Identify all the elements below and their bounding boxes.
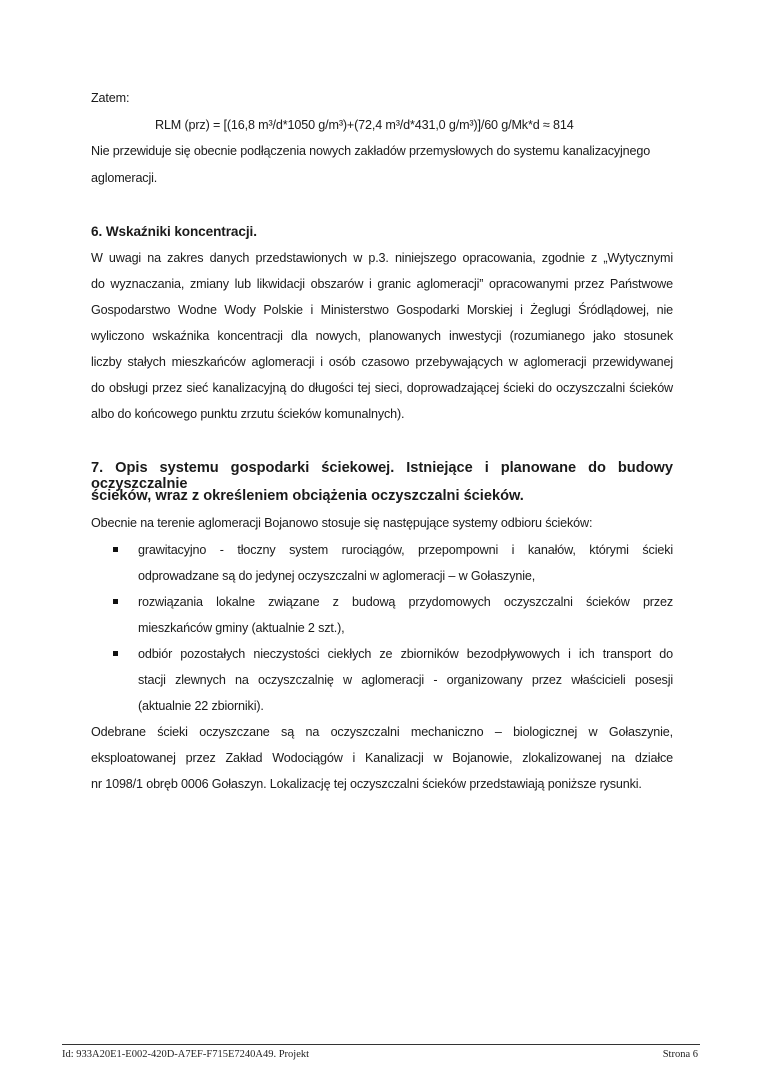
section-7-heading-line: 7. Opis systemu gospodarki ściekowej. Istniejące i planowane do budowy oczyszczalnie [91,460,673,492]
section-6-paragraph-line: W uwagi na zakres danych przedstawionych w p.3. niniejszego opracowania, zgodnie z „Wytycznymi [91,251,673,265]
section-6-paragraph-line: albo do końcowego punktu zrzutu ścieków komunalnych). [91,407,405,421]
bullet-icon [113,651,118,656]
section-6-paragraph-line: liczby stałych mieszkańców aglomeracji i osób czasowo przebywających w aglomeracji przewidywanej [91,355,673,369]
bullet-icon [113,599,118,604]
bullet-item-line: odprowadzane są do jedynej oczyszczalni w aglomeracji – w Gołaszynie, [138,569,536,583]
rlm-formula: RLM (prz) = [(16,8 m³/d*1050 g/m³)+(72,4 m³/d*431,0 g/m³)]/60 g/Mk*d ≈ 814 [155,118,574,132]
footer-document-id: Id: 933A20E1-E002-420D-A7EF-F715E7240A49. Projekt [62,1049,310,1060]
bullet-item-line: odbiór pozostałych nieczystości ciekłych ze zbiorników bezodpływowych i ich transport do [138,647,673,661]
bullet-item-line: grawitacyjno - tłoczny system rurociągów, przepompowni i kanałów, którymi ścieki [138,543,673,557]
footer-divider [62,1044,700,1045]
section-6-paragraph-line: Gospodarstwo Wodne Wody Polskie i Ministerstwo Gospodarki Morskiej i Żeglugi Śródlądowej, nie [91,303,673,317]
footer-page-number: Strona 6 [662,1049,698,1060]
intro-paragraph-line: Nie przewiduje się obecnie podłączenia nowych zakładów przemysłowych do systemu kanalizacyjnego [91,144,651,158]
section-6-paragraph-line: do wyznaczania, zmiany lub likwidacji obszarów i granic aglomeracji” opracowanymi przez Państwowe [91,277,673,291]
closing-paragraph-line: nr 1098/1 obręb 0006 Gołaszyn. Lokalizację tej oczyszczalni ścieków przedstawiają poniższe rysunki. [91,777,642,791]
section-7-intro: Obecnie na terenie aglomeracji Bojanowo stosuje się następujące systemy odbioru ścieków: [91,516,593,530]
closing-paragraph-line: eksploatowanej przez Zakład Wodociągów i Kanalizacji w Bojanowie, zlokalizowanej na działce [91,751,673,765]
section-7-heading-line: ścieków, wraz z określeniem obciążenia oczyszczalni ścieków. [91,488,524,504]
section-6-paragraph-line: wyliczono wskaźnika koncentracji dla nowych, planowanych inwestycji (rozumianego jako stosunek [91,329,673,343]
closing-paragraph-line: Odebrane ścieki oczyszczane są na oczyszczalni mechaniczno – biologicznej w Gołaszynie, [91,725,673,739]
bullet-item-line: stacji zlewnych na oczyszczalnię w aglomeracji - organizowany przez właścicieli posesji [138,673,673,687]
bullet-item-line: mieszkańców gminy (aktualnie 2 szt.), [138,621,345,635]
zatem-label: Zatem: [91,91,130,105]
bullet-item-line: rozwiązania lokalne związane z budową przydomowych oczyszczalni ścieków przez [138,595,673,609]
intro-paragraph-line: aglomeracji. [91,171,158,185]
bullet-item-line: (aktualnie 22 zbiorniki). [138,699,264,713]
bullet-icon [113,547,118,552]
section-6-paragraph-line: do obsługi przez sieć kanalizacyjną do długości tej sieci, doprowadzającej ścieki do oczyszczalni ścieków [91,381,673,395]
section-6-heading: 6. Wskaźniki koncentracji. [91,224,257,239]
